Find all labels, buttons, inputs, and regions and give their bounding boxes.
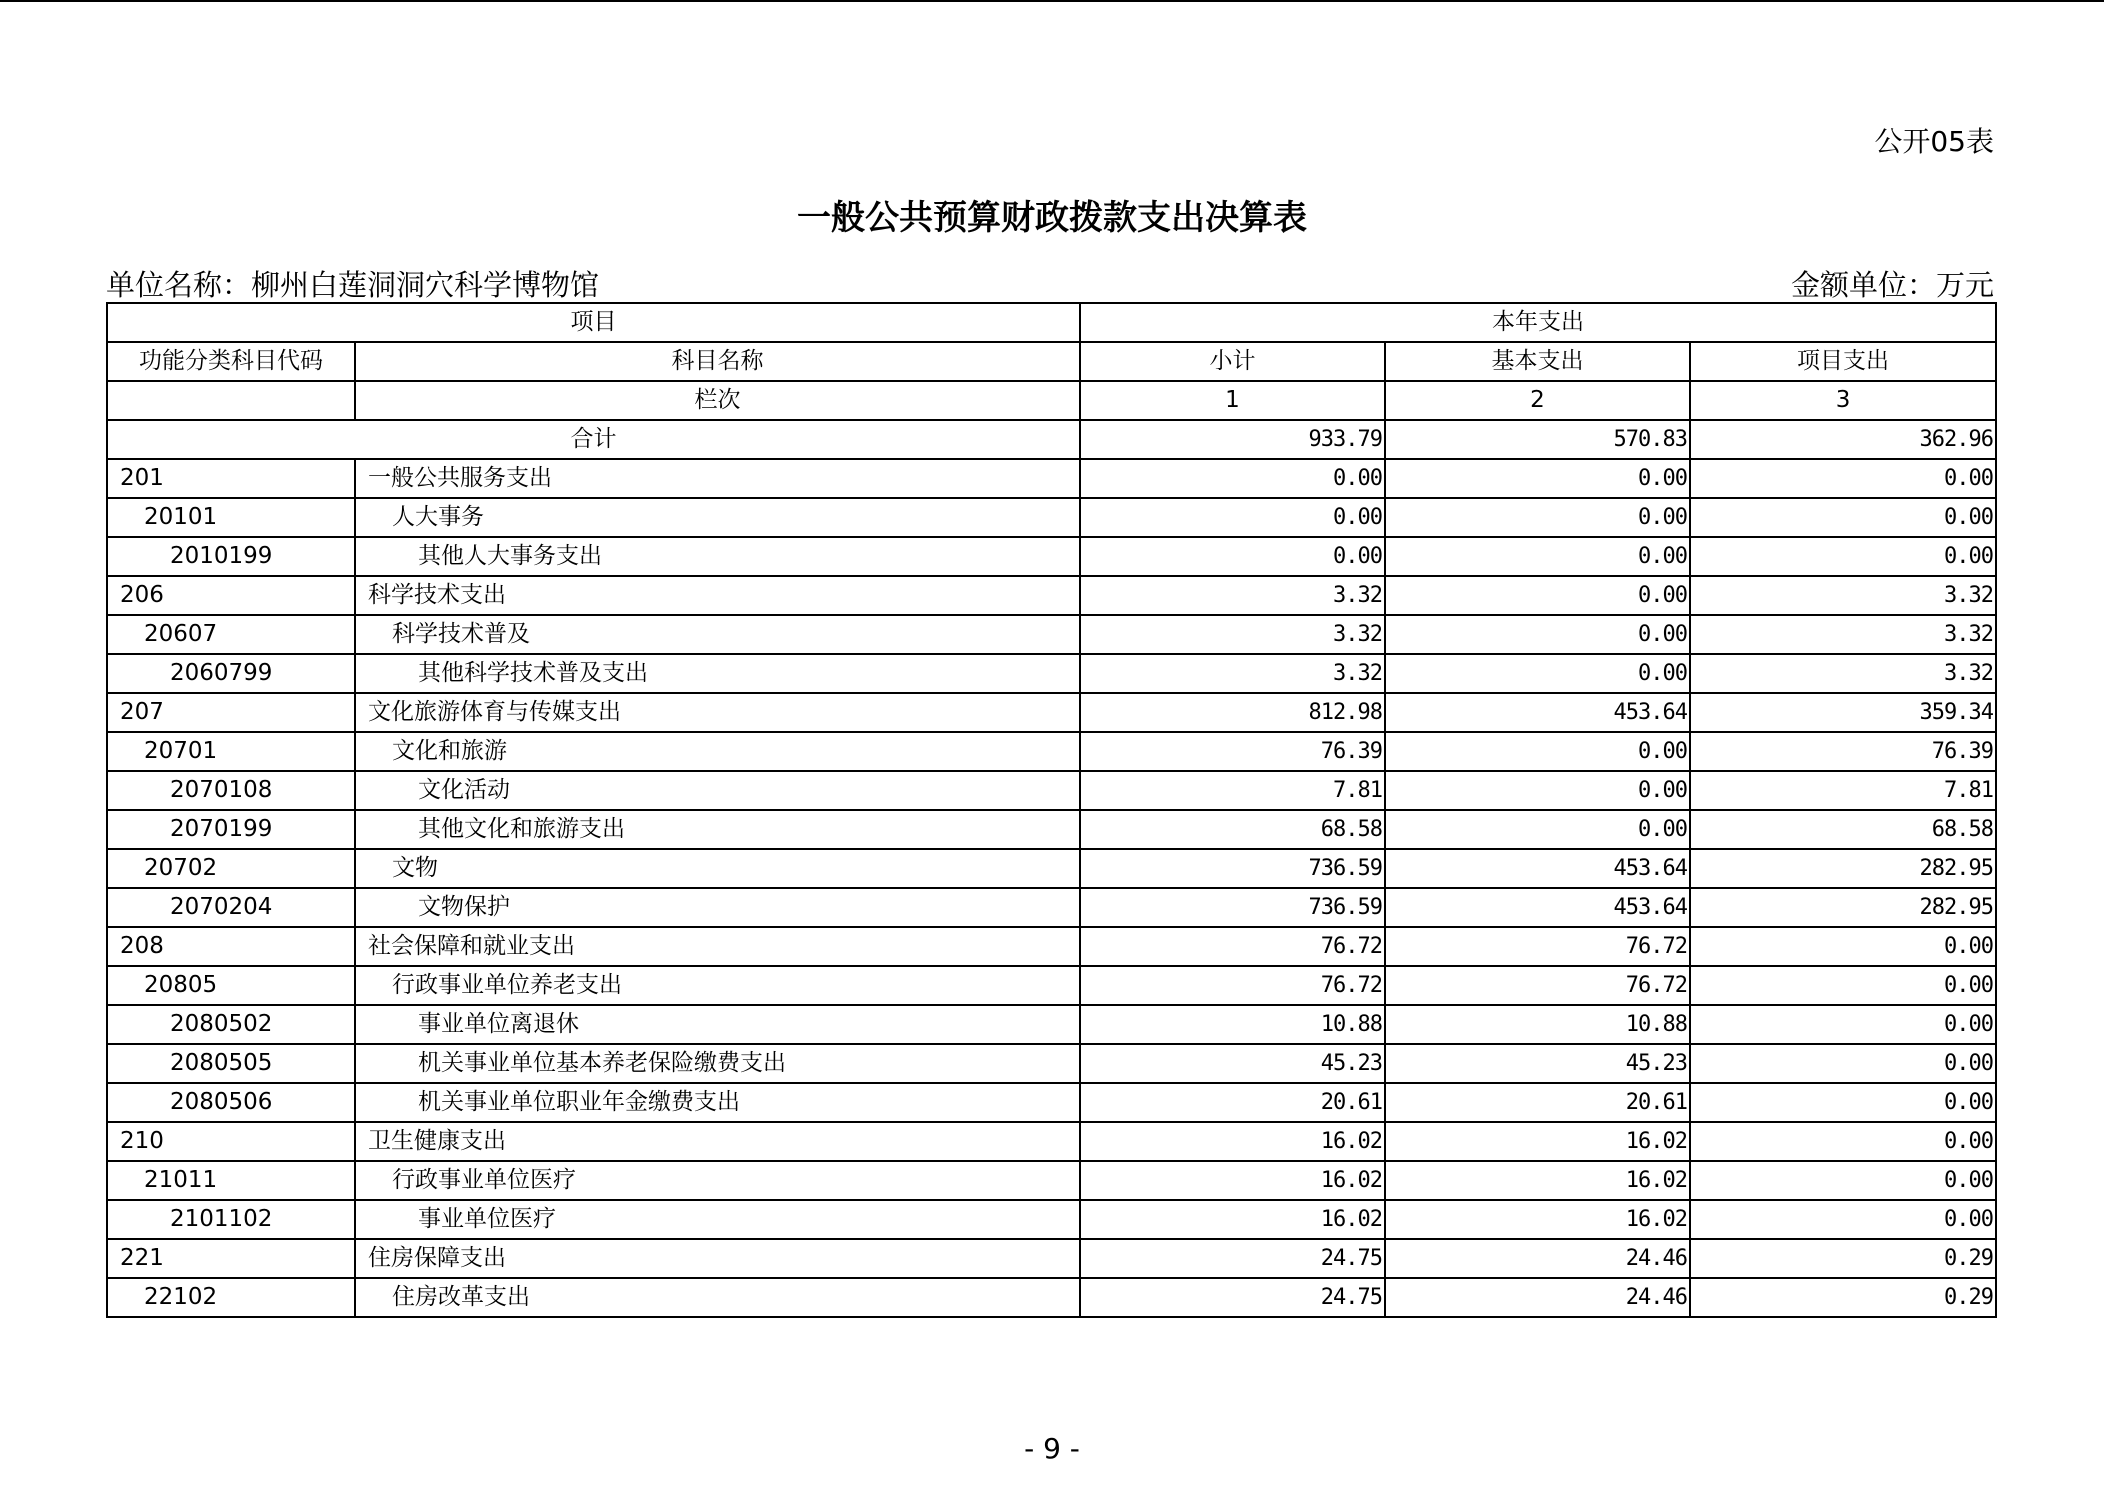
row-project: 3.32 (1690, 654, 1996, 693)
row-project: 0.00 (1690, 1044, 1996, 1083)
row-project: 282.95 (1690, 888, 1996, 927)
table-row (107, 1044, 1996, 1083)
row-code: 22102 (107, 1278, 355, 1317)
table-row (107, 1005, 1996, 1044)
row-basic: 45.23 (1385, 1044, 1690, 1083)
header-col2: 2 (1385, 381, 1690, 420)
table-row (107, 1239, 1996, 1278)
total-project: 362.96 (1690, 420, 1996, 459)
row-basic: 0.00 (1385, 810, 1690, 849)
row-name: 事业单位离退休 (355, 1005, 1080, 1044)
header-project-expense: 项目支出 (1690, 342, 1996, 381)
table-row (107, 1278, 1996, 1317)
unit-name: 单位名称：柳州白莲洞洞穴科学博物馆 (106, 268, 600, 302)
row-code: 207 (107, 693, 355, 732)
table-row (107, 1122, 1996, 1161)
row-basic: 24.46 (1385, 1278, 1690, 1317)
page-top-border (0, 0, 2104, 2)
header-code: 功能分类科目代码 (107, 342, 355, 381)
row-code: 201 (107, 459, 355, 498)
row-project: 3.32 (1690, 576, 1996, 615)
header-row-3 (107, 381, 1996, 420)
row-project: 0.00 (1690, 498, 1996, 537)
row-subtotal: 16.02 (1080, 1161, 1385, 1200)
row-basic: 16.02 (1385, 1161, 1690, 1200)
row-code: 2070199 (107, 810, 355, 849)
row-name: 机关事业单位职业年金缴费支出 (355, 1083, 1080, 1122)
total-subtotal: 933.79 (1080, 420, 1385, 459)
amount-unit: 金额单位：万元 (1790, 268, 1994, 302)
table-row (107, 849, 1996, 888)
row-project: 3.32 (1690, 615, 1996, 654)
header-column-no: 栏次 (355, 381, 1080, 420)
row-name: 一般公共服务支出 (355, 459, 1080, 498)
row-name: 机关事业单位基本养老保险缴费支出 (355, 1044, 1080, 1083)
header-project: 项目 (107, 303, 1080, 342)
page-title: 一般公共预算财政拨款支出决算表 (797, 198, 1307, 238)
row-subtotal: 3.32 (1080, 654, 1385, 693)
row-basic: 16.02 (1385, 1122, 1690, 1161)
row-project: 0.29 (1690, 1239, 1996, 1278)
row-subtotal: 76.72 (1080, 927, 1385, 966)
row-code: 208 (107, 927, 355, 966)
row-project: 0.00 (1690, 927, 1996, 966)
row-name: 其他文化和旅游支出 (355, 810, 1080, 849)
row-name: 文化旅游体育与传媒支出 (355, 693, 1080, 732)
row-subtotal: 16.02 (1080, 1200, 1385, 1239)
row-name: 事业单位医疗 (355, 1200, 1080, 1239)
row-name: 其他人大事务支出 (355, 537, 1080, 576)
row-subtotal: 0.00 (1080, 498, 1385, 537)
row-code: 2080502 (107, 1005, 355, 1044)
row-basic: 453.64 (1385, 849, 1690, 888)
row-code: 21011 (107, 1161, 355, 1200)
row-basic: 16.02 (1385, 1200, 1690, 1239)
row-basic: 76.72 (1385, 927, 1690, 966)
row-subtotal: 812.98 (1080, 693, 1385, 732)
row-basic: 453.64 (1385, 888, 1690, 927)
row-basic: 453.64 (1385, 693, 1690, 732)
row-subtotal: 0.00 (1080, 537, 1385, 576)
row-basic: 10.88 (1385, 1005, 1690, 1044)
row-code: 20607 (107, 615, 355, 654)
row-project: 0.00 (1690, 1005, 1996, 1044)
row-code: 2080505 (107, 1044, 355, 1083)
row-code: 2101102 (107, 1200, 355, 1239)
row-basic: 0.00 (1385, 459, 1690, 498)
row-project: 68.58 (1690, 810, 1996, 849)
row-project: 7.81 (1690, 771, 1996, 810)
row-code: 2060799 (107, 654, 355, 693)
table-row (107, 498, 1996, 537)
table-row (107, 771, 1996, 810)
row-name: 行政事业单位医疗 (355, 1161, 1080, 1200)
table-row (107, 966, 1996, 1005)
table-row (107, 615, 1996, 654)
row-basic: 0.00 (1385, 576, 1690, 615)
row-project: 0.00 (1690, 1083, 1996, 1122)
row-basic: 0.00 (1385, 537, 1690, 576)
row-subtotal: 45.23 (1080, 1044, 1385, 1083)
row-name: 行政事业单位养老支出 (355, 966, 1080, 1005)
row-name: 文化和旅游 (355, 732, 1080, 771)
row-code: 20101 (107, 498, 355, 537)
row-basic: 0.00 (1385, 732, 1690, 771)
row-subtotal: 736.59 (1080, 888, 1385, 927)
table-row (107, 927, 1996, 966)
header-row-2 (107, 342, 1996, 381)
row-code: 210 (107, 1122, 355, 1161)
row-project: 0.00 (1690, 966, 1996, 1005)
table-row (107, 459, 1996, 498)
row-subtotal: 76.72 (1080, 966, 1385, 1005)
page-number: - 9 - (1024, 1432, 1080, 1465)
header-this-year: 本年支出 (1080, 303, 1996, 342)
table-row (107, 654, 1996, 693)
row-basic: 0.00 (1385, 615, 1690, 654)
row-subtotal: 3.32 (1080, 576, 1385, 615)
row-code: 2080506 (107, 1083, 355, 1122)
row-subtotal: 68.58 (1080, 810, 1385, 849)
row-project: 359.34 (1690, 693, 1996, 732)
table-row (107, 1200, 1996, 1239)
row-name: 科学技术支出 (355, 576, 1080, 615)
table-row (107, 576, 1996, 615)
row-code: 2070204 (107, 888, 355, 927)
row-subtotal: 24.75 (1080, 1239, 1385, 1278)
row-project: 0.00 (1690, 1122, 1996, 1161)
header-name: 科目名称 (355, 342, 1080, 381)
row-code: 206 (107, 576, 355, 615)
row-project: 282.95 (1690, 849, 1996, 888)
row-project: 0.00 (1690, 459, 1996, 498)
row-name: 住房保障支出 (355, 1239, 1080, 1278)
budget-table (106, 302, 1997, 1318)
row-code: 2010199 (107, 537, 355, 576)
row-name: 科学技术普及 (355, 615, 1080, 654)
row-project: 0.29 (1690, 1278, 1996, 1317)
row-code: 20701 (107, 732, 355, 771)
row-project: 76.39 (1690, 732, 1996, 771)
row-subtotal: 16.02 (1080, 1122, 1385, 1161)
table-row (107, 888, 1996, 927)
row-basic: 20.61 (1385, 1083, 1690, 1122)
row-basic: 0.00 (1385, 771, 1690, 810)
row-name: 住房改革支出 (355, 1278, 1080, 1317)
row-name: 人大事务 (355, 498, 1080, 537)
total-label: 合计 (107, 420, 1080, 459)
row-subtotal: 736.59 (1080, 849, 1385, 888)
header-col1: 1 (1080, 381, 1385, 420)
row-name: 其他科学技术普及支出 (355, 654, 1080, 693)
row-name: 文物保护 (355, 888, 1080, 927)
table-row (107, 693, 1996, 732)
table-row (107, 1083, 1996, 1122)
row-subtotal: 7.81 (1080, 771, 1385, 810)
row-project: 0.00 (1690, 1200, 1996, 1239)
header-col3: 3 (1690, 381, 1996, 420)
table-row (107, 810, 1996, 849)
row-subtotal: 10.88 (1080, 1005, 1385, 1044)
row-basic: 76.72 (1385, 966, 1690, 1005)
row-subtotal: 3.32 (1080, 615, 1385, 654)
row-name: 社会保障和就业支出 (355, 927, 1080, 966)
row-subtotal: 0.00 (1080, 459, 1385, 498)
header-subtotal: 小计 (1080, 342, 1385, 381)
header-empty-cell (107, 381, 355, 420)
header-row-1 (107, 303, 1996, 342)
row-code: 2070108 (107, 771, 355, 810)
form-number: 公开05表 (1874, 125, 1994, 158)
table-row (107, 1161, 1996, 1200)
row-name: 文物 (355, 849, 1080, 888)
row-subtotal: 24.75 (1080, 1278, 1385, 1317)
total-row (107, 420, 1996, 459)
header-basic: 基本支出 (1385, 342, 1690, 381)
row-code: 20805 (107, 966, 355, 1005)
row-basic: 0.00 (1385, 654, 1690, 693)
row-subtotal: 76.39 (1080, 732, 1385, 771)
row-name: 文化活动 (355, 771, 1080, 810)
table-row (107, 732, 1996, 771)
row-code: 20702 (107, 849, 355, 888)
row-project: 0.00 (1690, 537, 1996, 576)
row-code: 221 (107, 1239, 355, 1278)
row-subtotal: 20.61 (1080, 1083, 1385, 1122)
total-basic: 570.83 (1385, 420, 1690, 459)
row-basic: 0.00 (1385, 498, 1690, 537)
table-row (107, 537, 1996, 576)
row-project: 0.00 (1690, 1161, 1996, 1200)
row-basic: 24.46 (1385, 1239, 1690, 1278)
row-name: 卫生健康支出 (355, 1122, 1080, 1161)
